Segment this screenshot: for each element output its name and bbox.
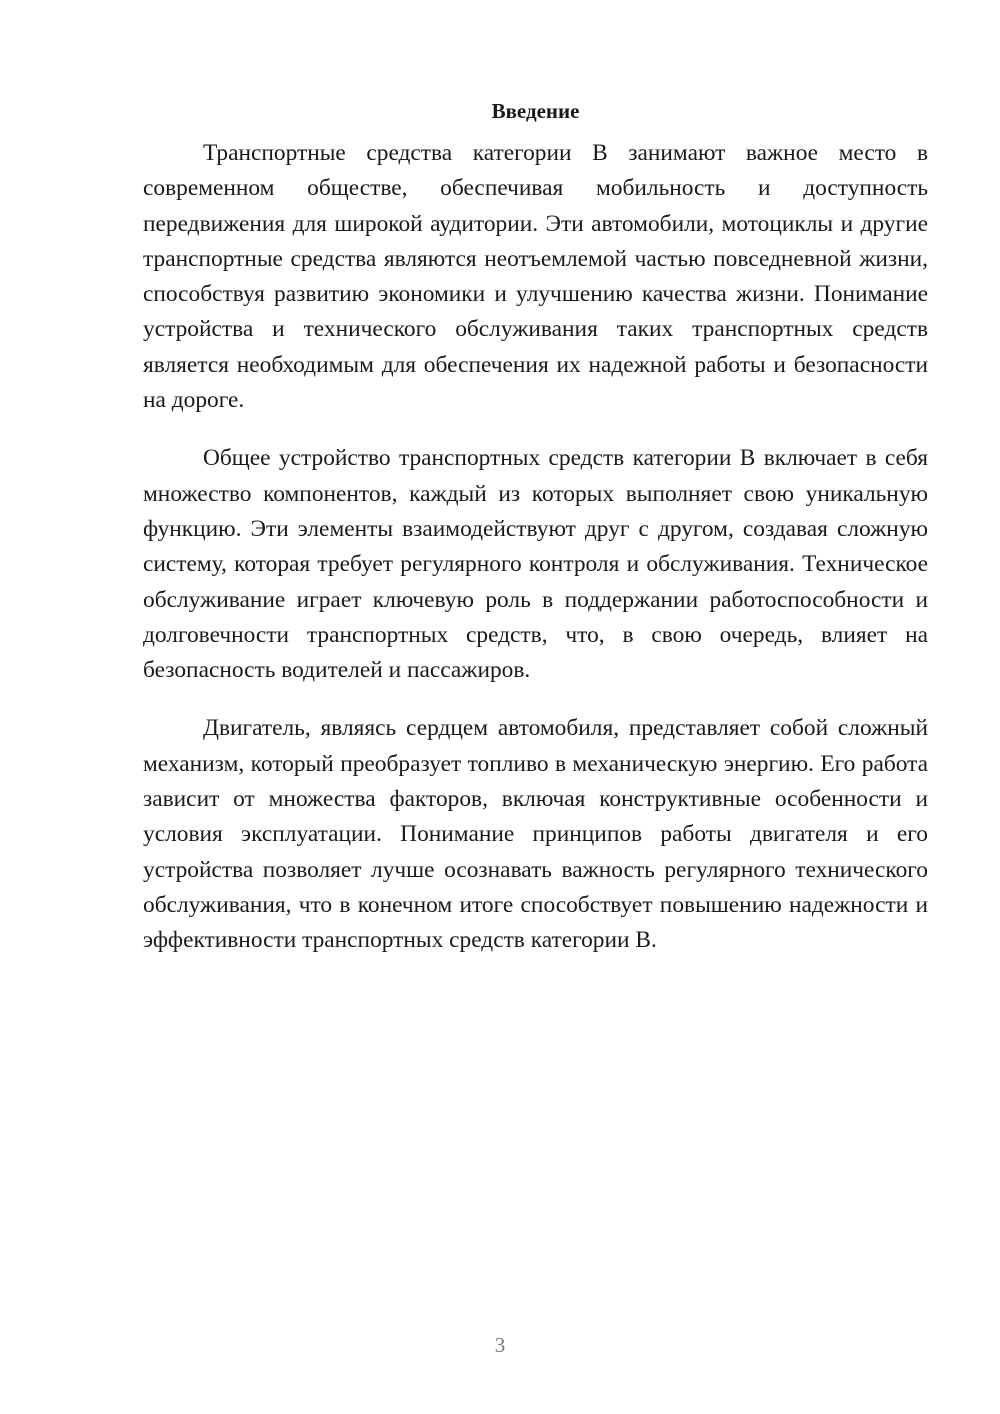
page-number: 3 (494, 1333, 506, 1357)
paragraph-1: Транспортные средства категории B занимают важное место в современном обществе, обеспечивая мобильность и доступность передвижения для широкой аудитории. Эти автомобили, мотоциклы и другие транспортные средства являются неотъемлемой частью повседневной жизни, способствуя развитию экономики и улучшению качества жизни. Понимание устройства и технического обслуживания таких транспортных средств является необходимым для обеспечения их надежной работы и безопасности на дороге. (143, 140, 928, 414)
paragraph-2: Общее устройство транспортных средств категории B включает в себя множество компонентов, каждый из которых выполняет свою уникальную функцию. Эти элементы взаимодействуют друг с другом, создавая сложную систему, которая требует регулярного контроля и обслуживания. Техническое обслуживание играет ключевую роль в поддержании работоспособности и долговечности транспортных средств, что, в свою очередь, влияет на безопасность водителей и пассажиров. (143, 445, 928, 684)
paragraph-3: Двигатель, являясь сердцем автомобиля, представляет собой сложный механизм, который преобразует топливо в механическую энергию. Его работа зависит от множества факторов, включая конструктивные особенности и условия эксплуатации. Понимание принципов работы двигателя и его устройства позволяет лучше осознавать важность регулярного технического обслуживания, что в конечном итоге способствует повышению надежности и эффективности транспортных средств категории B. (143, 715, 928, 954)
page-title: Введение (491, 99, 580, 123)
document-page (143, 96, 928, 982)
